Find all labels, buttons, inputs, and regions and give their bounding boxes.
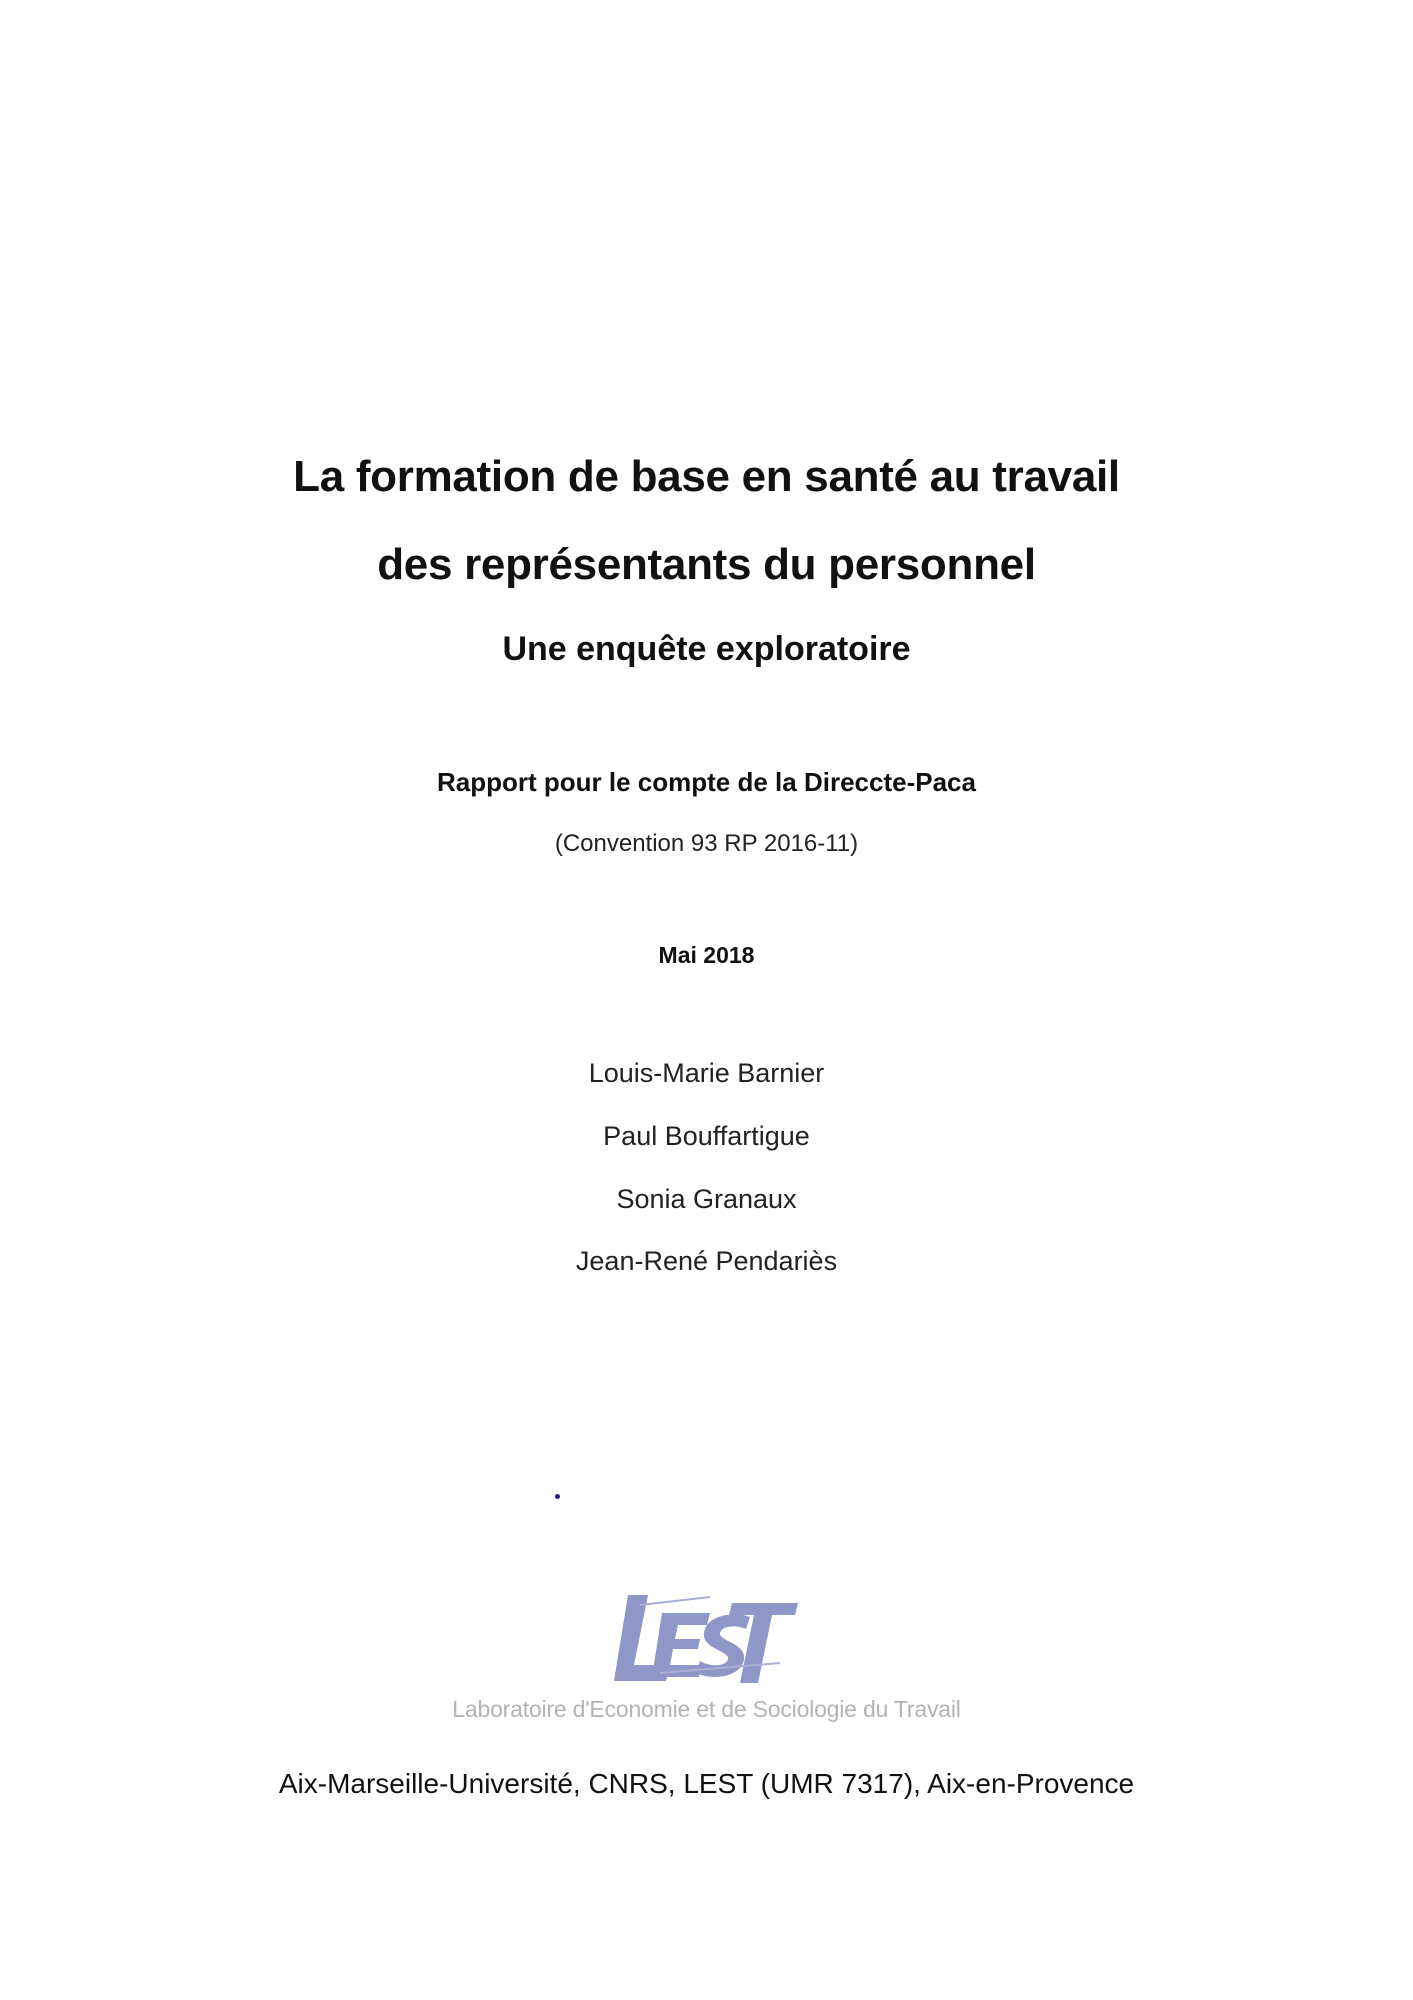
author-name: Louis-Marie Barnier	[588, 1058, 825, 1088]
report-for: Rapport pour le compte de la Direccte-Paca	[437, 767, 976, 797]
title-line-1: La formation de base en santé au travail	[293, 452, 1120, 501]
stray-dot	[555, 1494, 560, 1499]
author-name: Paul Bouffartigue	[603, 1121, 810, 1151]
title-line-2: des représentants du personnel	[377, 540, 1036, 589]
convention-reference: (Convention 93 RP 2016-11)	[554, 830, 859, 857]
author-name: Sonia Granaux	[616, 1184, 797, 1214]
subtitle: Une enquête exploratoire	[502, 630, 911, 668]
lest-logo-icon	[600, 1585, 800, 1695]
author-name: Jean-René Pendariès	[575, 1246, 838, 1276]
publication-date: Mai 2018	[658, 942, 755, 968]
logo-caption: Laboratoire d'Economie et de Sociologie du Travail	[452, 1696, 961, 1722]
affiliation: Aix-Marseille-Université, CNRS, LEST (UMR 7317), Aix-en-Provence	[278, 1768, 1135, 1799]
